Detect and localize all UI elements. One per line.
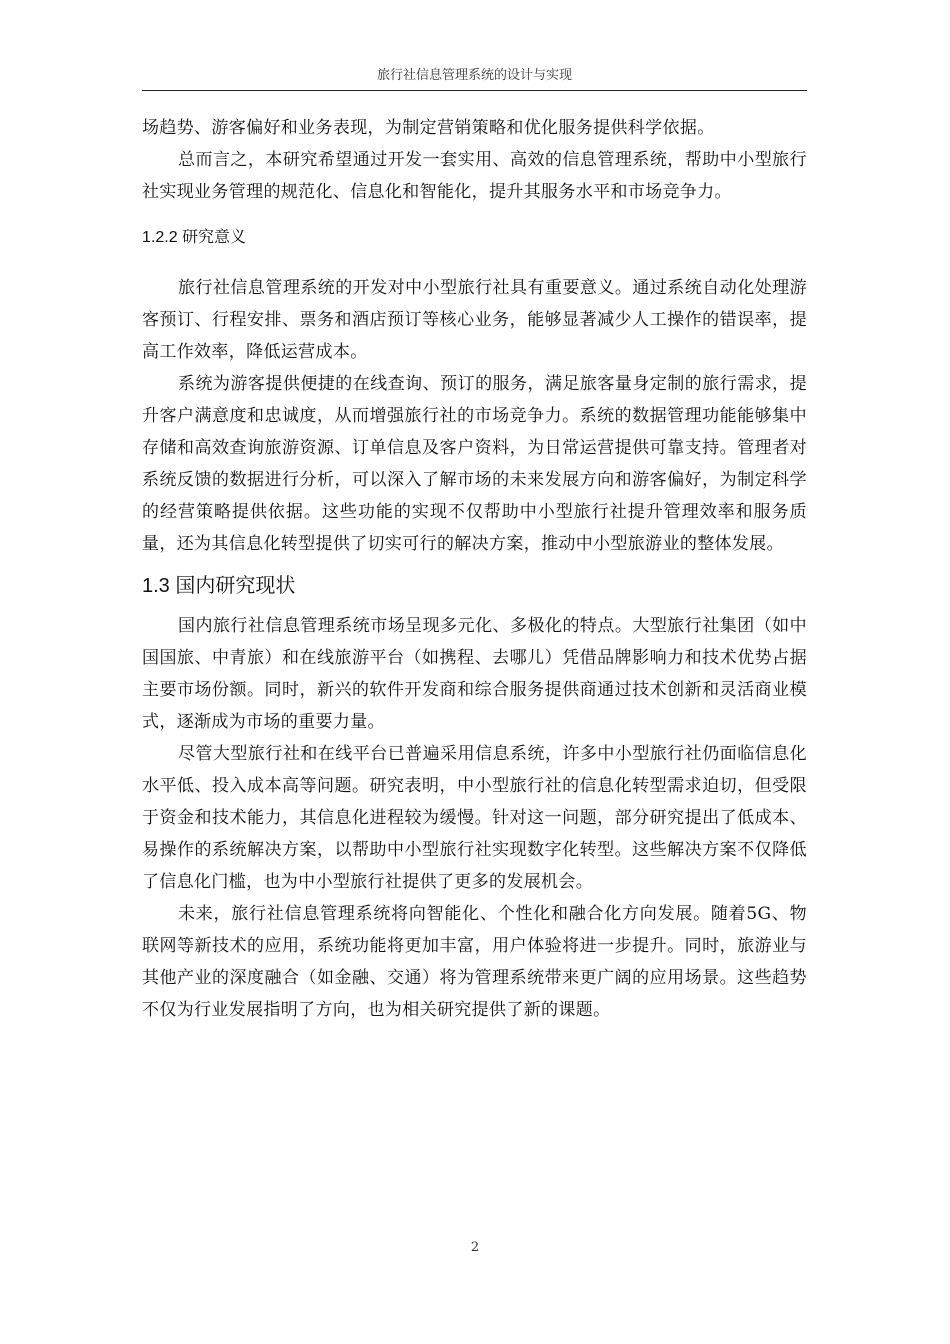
paragraph-significance-2: 系统为游客提供便捷的在线查询、预订的服务，满足旅客量身定制的旅行需求，提升客户满意度和忠诚度，从而增强旅行社的市场竞争力。系统的数据管理功能能够集中存储和高效查询旅游资源、订单信息及客户资料，为日常运营提供可靠支持。管理者对系统反馈的数据进行分析，可以深入了解市场的未来发展方向和游客偏好，为制定科学的经营策略提供依据。这些功能的实现不仅帮助中小型旅行社提升管理效率和服务质量，还为其信息化转型提供了切实可行的解决方案，推动中小型旅游业的整体发展。: [142, 374, 807, 554]
page-number: 2: [470, 1240, 480, 1255]
paragraph-continuation: 场趋势、游客偏好和业务表现，为制定营销策略和优化服务提供科学依据。: [142, 118, 715, 138]
header-title: 旅行社信息管理系统的设计与实现: [376, 68, 572, 83]
paragraph-domestic-3: 未来，旅行社信息管理系统将向智能化、个性化和融合化方向发展。随着5G、物联网等新技术的应用，系统功能将更加丰富，用户体验将进一步提升。同时，旅游业与其他产业的深度融合（如金融、交通）将为管理系统带来更广阔的应用场景。这些趋势不仅为行业发展指明了方向，也为相关研究提供了新的课题。: [142, 904, 807, 1020]
paragraph-domestic-1: 国内旅行社信息管理系统市场呈现多元化、多极化的特点。大型旅行社集团（如中国国旅、中青旅）和在线旅游平台（如携程、去哪儿）凭借品牌影响力和技术优势占据主要市场份额。同时，新兴的软件开发商和综合服务提供商通过技术创新和灵活商业模式，逐渐成为市场的重要力量。: [142, 616, 807, 732]
paragraph-significance-1: 旅行社信息管理系统的开发对中小型旅行社具有重要意义。通过系统自动化处理游客预订、行程安排、票务和酒店预订等核心业务，能够显著减少人工操作的错误率，提高工作效率，降低运营成本。: [142, 278, 807, 362]
heading-domestic-research: 1.3 国内研究现状: [142, 575, 296, 597]
heading-research-significance: 1.2.2 研究意义: [142, 229, 247, 246]
paragraph-summary: 总而言之，本研究希望通过开发一套实用、高效的信息管理系统，帮助中小型旅行社实现业务管理的规范化、信息化和智能化，提升其服务水平和市场竞争力。: [142, 150, 807, 202]
page-header: [142, 66, 807, 91]
paragraph-domestic-2: 尽管大型旅行社和在线平台已普遍采用信息系统，许多中小型旅行社仍面临信息化水平低、投入成本高等问题。研究表明，中小型旅行社的信息化转型需求迫切，但受限于资金和技术能力，其信息化进程较为缓慢。针对这一问题，部分研究提出了低成本、易操作的系统解决方案，以帮助中小型旅行社实现数字化转型。这些解决方案不仅降低了信息化门槛，也为中小型旅行社提供了更多的发展机会。: [142, 744, 807, 892]
document-body: [142, 112, 807, 1026]
